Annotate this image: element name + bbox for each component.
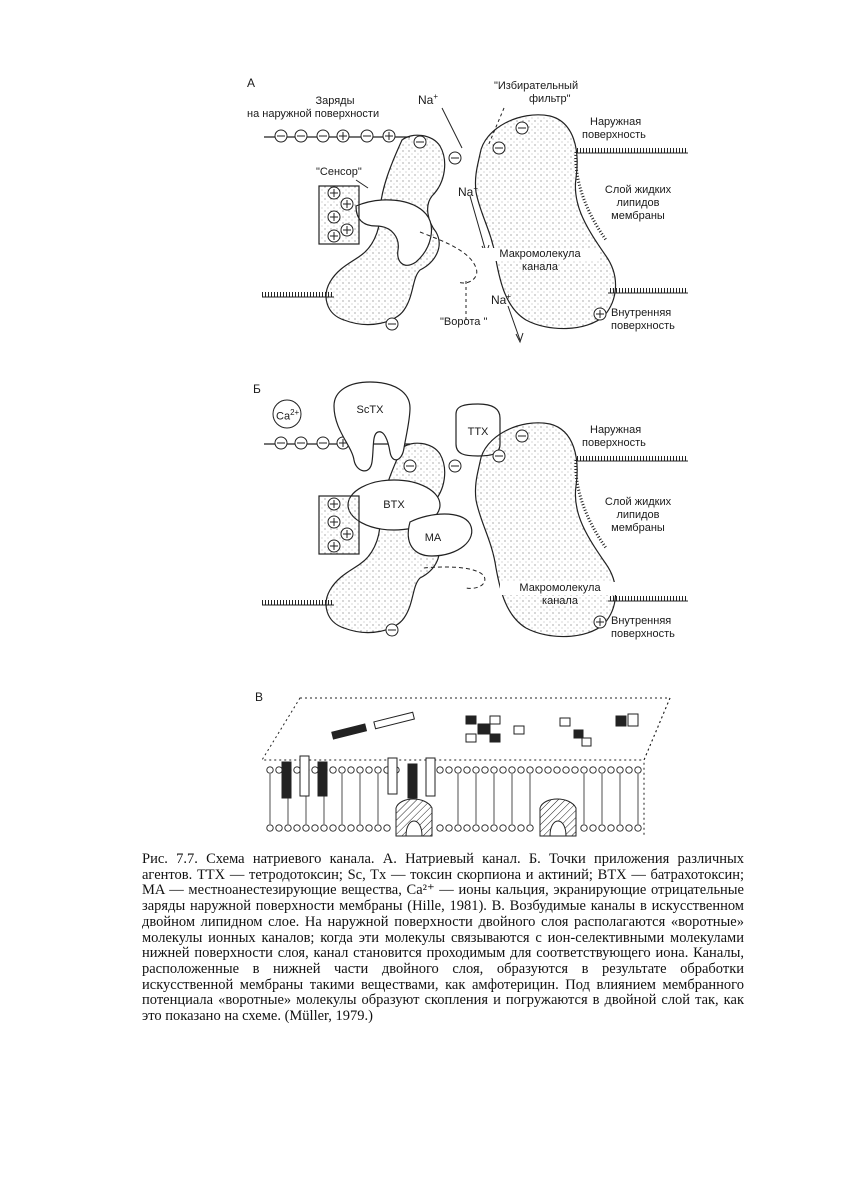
- macromolecule-label-line2: канала: [522, 261, 558, 273]
- panel-c-diagram: [262, 698, 670, 836]
- surface-charges: [275, 130, 395, 142]
- panel-c-letter: В: [255, 690, 264, 704]
- na-ion-middle: Na+: [458, 184, 479, 199]
- gate-label: "Ворота ": [440, 316, 488, 328]
- inner-surface-label-b-line1: Внутренняя: [611, 615, 672, 627]
- lipid-label-line2: липидов: [616, 197, 660, 209]
- outer-surface-label-b-line1: Наружная: [590, 424, 642, 436]
- lipid-label-b-line1: Слой жидких: [604, 496, 672, 508]
- lipid-label-line1: Слой жидких: [604, 184, 672, 196]
- macromolecule-label-b-line1: Макромолекула: [500, 582, 620, 595]
- na-ion-top: Na+: [418, 92, 439, 107]
- sctx-label: ScTX: [356, 404, 384, 416]
- inner-surface-label-b-line2: поверхность: [611, 628, 675, 640]
- lipid-label-line3: мембраны: [611, 210, 665, 222]
- calcium-ion-label: $Ca^{2+}$: [276, 408, 300, 423]
- na-ion-bottom: Na+: [491, 292, 512, 307]
- ttx-label: TTX: [467, 426, 489, 438]
- macromolecule-label-b-line2: канала: [542, 595, 578, 607]
- caption-text: Рис. 7.7. Схема натриевого канала. А. Натриевый канал. Б. Точки приложения различных агентов. TTX — тетродотоксин; Sc, Tx — токсин скорпиона и актиний; BTX — батрахотоксин; MA — местноанестезирующие вещества, Ca²⁺ — ионы кальция, экранирующие отрицательные заряды наружной поверхности мембраны (Hille, 1981). В. Возбудимые каналы в искусственном двойном липидном слое. На наружной поверхности двойного слоя располагаются «воротные» молекулы ионных каналов; когда эти молекулы связываются с ион-селективными молекулами нижней поверхности слоя, канал становится проходимым для соответствующего иона. Каналы, расположенные в нижней части двойного слоя, образуются в результате обработки искусственной мембраны такими веществами, как амфотерицин. Под влиянием мембранного потенциала «воротные» молекулы образуют скопления и погружаются в двойной слой так, как это показано на схеме. (Müller, 1979.): [142, 851, 744, 1025]
- filter-label-line1: "Избирательный: [494, 80, 579, 92]
- btx-label: BTX: [383, 499, 405, 511]
- lipid-label-b-line2: липидов: [616, 509, 660, 521]
- charges-label-line2: на наружной поверхности: [247, 108, 380, 120]
- panel-a-letter: А: [247, 76, 256, 90]
- inner-surface-label-line1: Внутренняя: [611, 307, 672, 319]
- filter-label-line2: фильтр": [529, 93, 571, 105]
- outer-surface-label-b-line2: поверхность: [582, 437, 646, 449]
- outer-surface-label-line1: Наружная: [590, 116, 642, 128]
- macromolecule-label-line1: Макромолекула: [480, 248, 600, 261]
- sensor-label: "Сенсор": [316, 166, 362, 178]
- outer-surface-label-line2: поверхность: [582, 129, 646, 141]
- lipid-label-b-line3: мембраны: [611, 522, 665, 534]
- panel-b-letter: Б: [253, 382, 261, 396]
- ma-label: MA: [424, 532, 442, 544]
- inner-surface-label-line2: поверхность: [611, 320, 675, 332]
- figure-caption: [142, 852, 744, 1025]
- charges-label-line1: Заряды: [315, 95, 355, 107]
